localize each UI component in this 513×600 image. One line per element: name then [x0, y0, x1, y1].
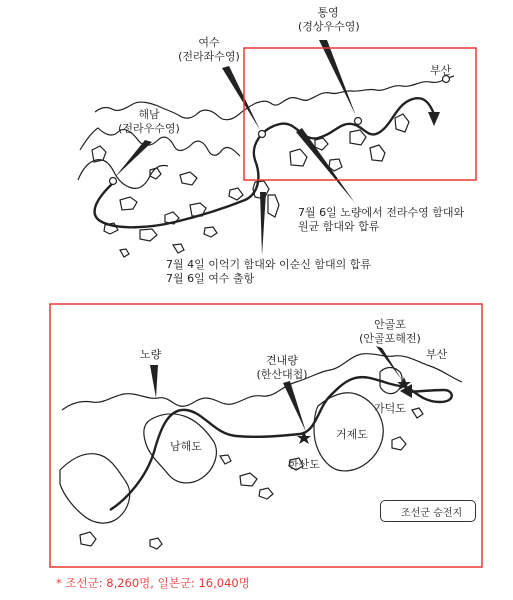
- yeosu-annotation-line2: 7월 6일 여수 출항: [166, 272, 255, 285]
- gadeokdo-label: 가덕도: [374, 402, 406, 415]
- noryang-annotation-line1: 7월 6일 노량에서 전라수영 함대와: [298, 206, 465, 219]
- haenam-label: [114, 108, 184, 136]
- noryang-annotation-pointer: [296, 128, 355, 203]
- haenam-pointer: [115, 140, 152, 177]
- tongyeong-sub: (경상우수영): [298, 20, 360, 33]
- geojedo-label: 거제도: [336, 428, 368, 441]
- yeosu-annotation-line1: 7월 4일 이억기 함대와 이순신 함대의 합류: [166, 258, 371, 271]
- yeosu-marker: [259, 131, 266, 138]
- yeosu-name: 여수: [198, 36, 220, 49]
- noryang-label: 노량: [140, 348, 162, 361]
- tongyeong-name: 통영: [317, 6, 339, 19]
- busan-top-label: 부산: [430, 64, 452, 77]
- yeosu-annotation-pointer: [260, 192, 266, 256]
- angolpo-sub: (안골포해전): [359, 332, 421, 345]
- haenam-marker: [110, 178, 117, 185]
- southwest-coastline: [60, 454, 130, 523]
- yeosu-pointer: [222, 66, 260, 130]
- top-haenam-coast: [78, 160, 168, 189]
- haenam-name: 해남: [138, 108, 160, 121]
- noryang-annotation-line2: 원균 함대와 합류: [298, 220, 380, 233]
- gyeonnaeryang-sub: (한산대첩): [256, 368, 308, 381]
- busan-bottom-label: 부산: [426, 348, 448, 361]
- angolpo-name: 안골포: [374, 318, 406, 331]
- yeosu-label: [174, 36, 244, 64]
- tongyeong-marker: [355, 118, 362, 125]
- footnote: * 조선군: 8,260명, 일본군: 16,040명: [56, 576, 250, 590]
- noryang-pointer: [150, 365, 158, 398]
- hansando-label: 한산도: [288, 458, 320, 471]
- yeosu-annotation: [166, 258, 371, 286]
- haenam-sub: (전라우수영): [118, 122, 180, 135]
- namhaedo-label: 남해도: [170, 440, 202, 453]
- angolpo-label: [352, 318, 428, 346]
- legend: [380, 500, 476, 522]
- tongyeong-pointer: [319, 40, 356, 116]
- gyeonnaeryang-name: 견내량: [266, 354, 298, 367]
- bottom-fleet-route: [110, 377, 452, 510]
- noryang-annotation: [298, 206, 464, 234]
- tongyeong-label: [298, 6, 358, 34]
- legend-label: 조선군 승전지: [401, 508, 463, 519]
- bottom-islands: [80, 408, 423, 549]
- gyeonnaeryang-label: [250, 354, 314, 382]
- top-route-arrowhead: [428, 112, 440, 126]
- yeosu-sub: (전라좌수영): [178, 50, 240, 63]
- gyeonnaeryang-pointer: [283, 381, 306, 432]
